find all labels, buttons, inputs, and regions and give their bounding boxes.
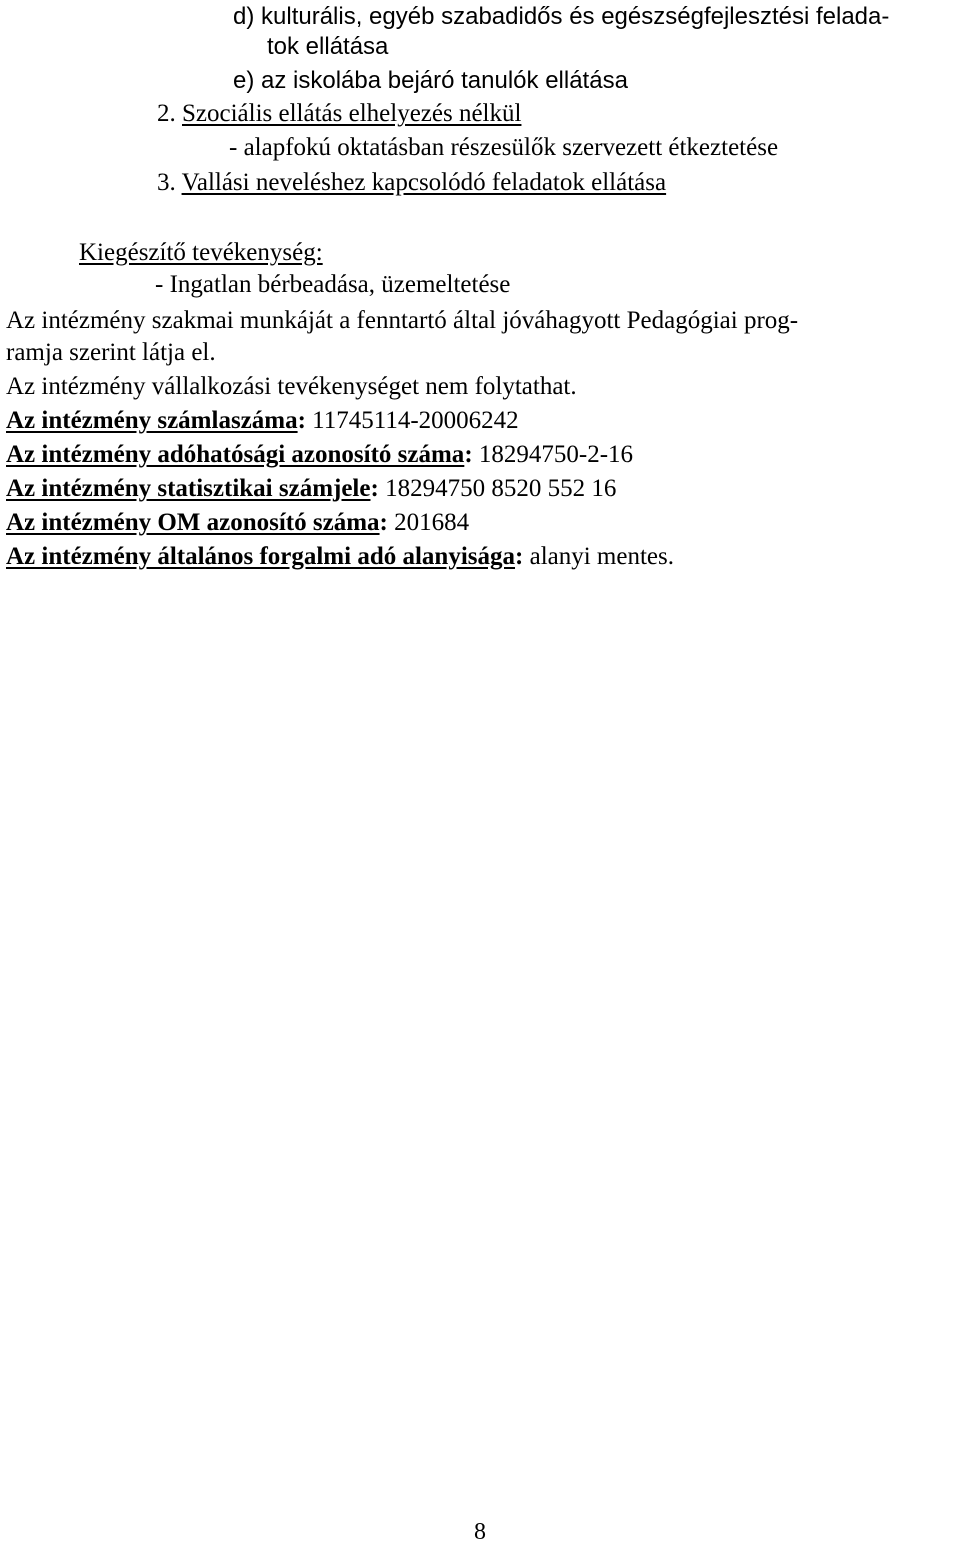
tax-id-value: 18294750-2-16 (472, 441, 634, 468)
paragraph-2: Az intézmény vállalkozási tevékenységet nem folytathat. (6, 373, 577, 400)
supplementary-heading: Kiegészítő tevékenység: (79, 239, 323, 266)
list-item-2 (157, 97, 521, 131)
om-id-colon: : (379, 509, 388, 536)
list-item-2-sub: - alapfokú oktatásban részesülők szervezett étkeztetése (229, 134, 779, 161)
statistical-code-value: 18294750 8520 552 16 (378, 475, 617, 502)
list-item-3 (157, 166, 666, 200)
bank-account-label: Az intézmény számlaszáma (6, 407, 298, 434)
tax-id-colon: : (464, 441, 473, 468)
vat-status-label: Az intézmény általános forgalmi adó alanyisága (6, 543, 516, 570)
supplementary-item: - Ingatlan bérbeadása, üzemeltetése (155, 271, 511, 298)
tax-id-label: Az intézmény adóhatósági azonosító száma (6, 441, 465, 468)
list-item-2-text: Szociális ellátás elhelyezés nélkül (182, 100, 522, 127)
bank-account-colon: : (297, 407, 306, 434)
paragraph-1-line1: Az intézmény szakmai munkáját a fenntartó által jóváhagyott Pedagógiai prog- (6, 307, 799, 334)
list-item-3-text: Vallási neveléshez kapcsolódó feladatok ellátása (181, 169, 667, 196)
om-id-line (6, 506, 469, 540)
list-item-d-line2: tok ellátása (267, 33, 389, 60)
statistical-code-line (6, 472, 616, 506)
list-item-2-number: 2. (157, 100, 182, 127)
om-id-value: 201684 (387, 509, 470, 536)
page-number: 8 (474, 1519, 486, 1545)
vat-status-value: alanyi mentes. (523, 543, 674, 570)
bank-account-value: 11745114-20006242 (305, 407, 519, 434)
vat-status-colon: : (515, 543, 524, 570)
paragraph-1-line2: ramja szerint látja el. (6, 339, 216, 366)
list-item-e: e) az iskolába bejáró tanulók ellátása (233, 67, 628, 94)
tax-id-line (6, 438, 633, 472)
vat-status-line (6, 540, 674, 574)
bank-account-line (6, 404, 519, 438)
om-id-label: Az intézmény OM azonosító száma (6, 509, 380, 536)
list-item-d-line1: d) kulturális, egyéb szabadidős és egészségfejlesztési felada- (233, 3, 890, 30)
statistical-code-colon: : (370, 475, 379, 502)
statistical-code-label: Az intézmény statisztikai számjele (6, 475, 371, 502)
list-item-3-number: 3. (157, 169, 182, 196)
